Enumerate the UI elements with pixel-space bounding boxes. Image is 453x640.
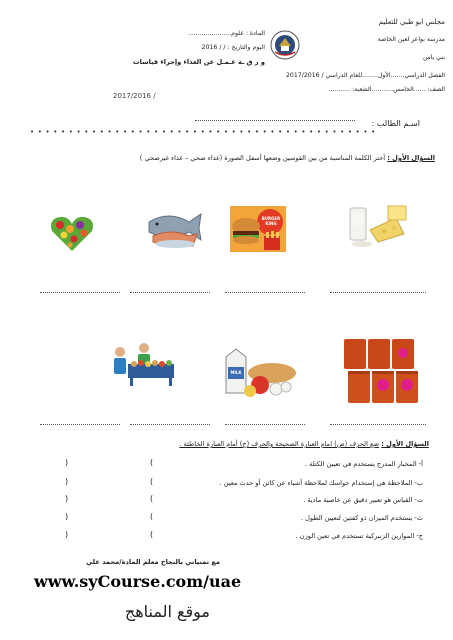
statement-letter: ج- bbox=[416, 532, 423, 540]
answer-line-2[interactable] bbox=[225, 292, 305, 293]
statement-row bbox=[203, 496, 423, 504]
answer-paren-open: ( bbox=[150, 530, 154, 539]
answer-paren-close: ) bbox=[65, 477, 69, 486]
answer-paren-close: ) bbox=[65, 458, 69, 467]
statement-text: القياس هو تعبير دقيق عن خاصية مادية . bbox=[303, 496, 413, 504]
statement-row bbox=[153, 479, 423, 487]
statement-text: الملاحظة هي إستخدام حواسك لملاحظة أشياء عن كائن أو حدث معين . bbox=[219, 479, 413, 487]
burger-logo-text: BURGER KING bbox=[261, 216, 281, 226]
answer-line-3[interactable] bbox=[130, 292, 210, 293]
council-name: مجلس ابو ظبي للتعليم bbox=[378, 18, 445, 26]
date-line: اليوم والتاريخ : / / 2016 bbox=[201, 44, 265, 51]
answer-line-5[interactable] bbox=[330, 424, 426, 425]
answer-line-4[interactable] bbox=[40, 292, 120, 293]
statement-row bbox=[203, 460, 423, 468]
statement-letter: ث- bbox=[414, 514, 423, 522]
statement-row bbox=[203, 514, 423, 522]
statement-letter: ت- bbox=[414, 496, 423, 504]
student-name-field[interactable] bbox=[195, 120, 355, 121]
school-name: مدرسة بواعر لعين الخاصة bbox=[377, 36, 445, 43]
answer-paren-open: ( bbox=[150, 458, 154, 467]
answer-paren-open: ( bbox=[150, 494, 154, 503]
statement-text: يستخدم الميزان ذو كفتين لتعيين الطول . bbox=[300, 514, 413, 522]
question1-title: السؤال الأول : bbox=[387, 154, 435, 162]
question2-text: ضع الحرف (ص) امام العبارة الصحيحة والحرف (خ) أمام العبارة الخاطئة . bbox=[179, 440, 380, 448]
question1 bbox=[15, 154, 435, 162]
site-link[interactable]: www.syCourse.com/uae bbox=[34, 572, 242, 591]
answer-line-1[interactable] bbox=[330, 292, 426, 293]
cans-image bbox=[342, 337, 420, 405]
answer-line-8[interactable] bbox=[40, 424, 120, 425]
school-logo bbox=[270, 30, 300, 60]
semester-line: الفصل الدراسي.......الأول........للعام الدراسي / 2017/2016 bbox=[286, 72, 445, 79]
milk-carton-text: MILK bbox=[230, 370, 242, 375]
answer-paren-close: ) bbox=[65, 494, 69, 503]
answer-paren-close: ) bbox=[65, 530, 69, 539]
groceries-image bbox=[220, 343, 298, 401]
statement-letter: أ- bbox=[418, 460, 423, 468]
question2-title: السؤال الأول : bbox=[381, 440, 429, 448]
footer-wish: مع تمنياتي بالنجاح معلم المادة/محمد علي bbox=[86, 558, 220, 566]
statement-text: المخبار المدرج يستخدم في تعيين الكتلة . bbox=[304, 460, 417, 468]
answer-line-7[interactable] bbox=[130, 424, 210, 425]
answer-paren-close: ) bbox=[65, 512, 69, 521]
header-left bbox=[110, 30, 265, 66]
fish-image bbox=[145, 210, 205, 250]
watermark-text: موقع المناهج bbox=[124, 602, 210, 621]
statement-row bbox=[203, 532, 423, 540]
answer-paren-open: ( bbox=[150, 512, 154, 521]
year-line: 2017/2016 / bbox=[113, 92, 156, 100]
answer-paren-open: ( bbox=[150, 477, 154, 486]
fast-food-image bbox=[230, 206, 286, 252]
answer-line-6[interactable] bbox=[225, 424, 305, 425]
question2 bbox=[49, 440, 429, 448]
city-name: بني ياس bbox=[423, 54, 445, 61]
student-name-label: اسـم الطالب : bbox=[371, 119, 420, 128]
statement-letter: ب- bbox=[414, 479, 423, 487]
separator-dots: • • • • • • • • • • • • • • • • • • • • • • • • • • • • • • • • • • • • • • • • • • • • • bbox=[30, 128, 377, 136]
statement-text: الموازين الزنبركية تستخدم في تعين الوزن . bbox=[295, 532, 415, 540]
fruit-heart-image bbox=[48, 215, 96, 253]
header-right bbox=[275, 18, 445, 94]
subject-line: المادة : علوم...................... bbox=[187, 30, 265, 37]
dairy-image bbox=[344, 200, 414, 250]
class-line: الصف: ......الخامس...........الشعبة: ........... bbox=[328, 86, 445, 93]
market-stall-image bbox=[108, 340, 176, 386]
student-name-row bbox=[150, 111, 420, 128]
worksheet-title: و ر ق ـة عـمـل عن الغذاء وإجراء قياسات bbox=[133, 58, 265, 66]
question1-text: أختر الكلمة المناسبة من بين القوسين وضعها أسفل الصورة (غذاء صحي – غذاء غيرصحي ) bbox=[139, 154, 386, 162]
